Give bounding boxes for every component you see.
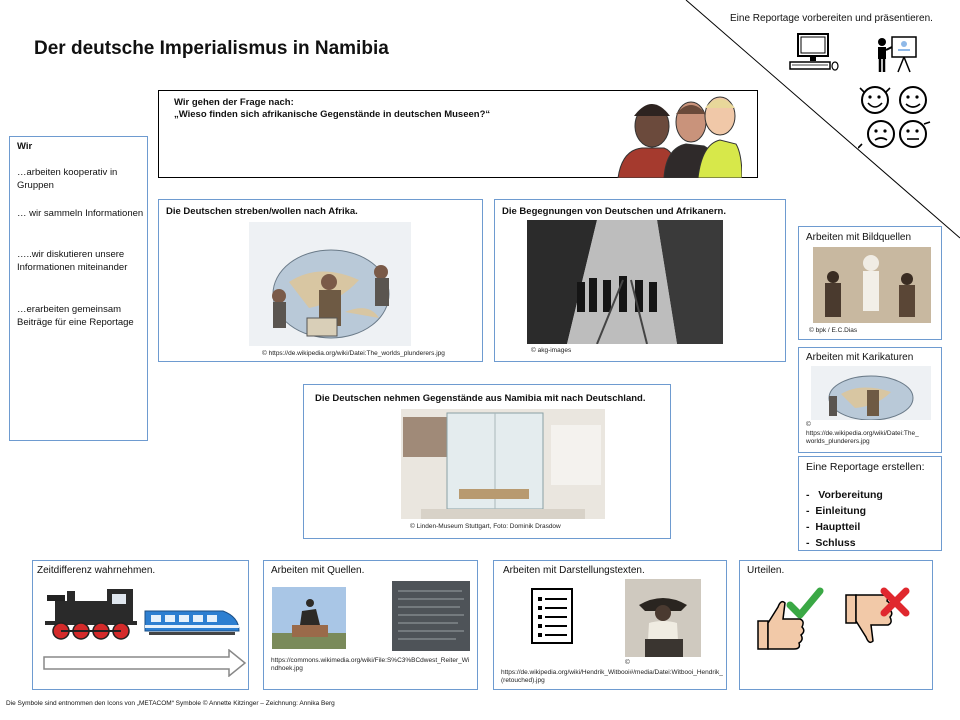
card-urteilen <box>739 560 933 690</box>
question-intro: Wir gehen der Frage nach: <box>174 97 294 108</box>
children-illustration <box>612 88 742 178</box>
reportage-step: - Hauptteil <box>806 521 861 533</box>
museum-vitrine-photo <box>401 409 605 519</box>
wir-item: … wir sammeln Informationen <box>17 208 144 219</box>
thumbs-down-cross-icon <box>842 587 912 657</box>
image-credit: © akg-images <box>531 347 572 354</box>
image-credit: © bpk / E.C.Dias <box>809 327 858 334</box>
card-quellen <box>263 560 478 690</box>
page-title: Der deutsche Imperialismus in Namibia <box>34 38 389 59</box>
footer-credit: Die Symbole sind entnommen den Icons von „METACOM“ Symbole © Annette Kitzinger – Zeichnung: Annika Berg <box>6 700 335 707</box>
thumbs-up-check-icon <box>754 587 824 657</box>
card-title: Arbeiten mit Quellen. <box>271 565 365 576</box>
plunderers-cartoon-image <box>249 222 411 346</box>
steam-locomotive-icon <box>45 587 141 641</box>
image-credit-symbol: © <box>625 659 630 666</box>
wir-box <box>9 136 148 441</box>
timeline-arrow-icon <box>43 649 247 677</box>
text-document-icon <box>530 587 576 647</box>
card-streben <box>158 199 483 362</box>
document-source-image <box>392 581 470 651</box>
image-credit: https://de.wikipedia.org/wiki/Hendrik_Witbooi#/media/Datei:Witbooi_Hendrik_(retouched).jpg <box>501 669 723 684</box>
side-karikaturen <box>798 347 942 453</box>
reiter-monument-photo <box>272 587 346 649</box>
modern-train-icon <box>143 607 241 637</box>
image-credit: © Linden-Museum Stuttgart, Foto: Dominik Drasdow <box>410 523 561 530</box>
presenter-icon <box>872 34 922 74</box>
card-title: Die Deutschen nehmen Gegenstände aus Namibia mit nach Deutschland. <box>315 393 646 404</box>
card-title: Zeitdifferenz wahrnehmen. <box>37 565 156 576</box>
wir-item: …erarbeiten gemeinsam Beiträge für eine Reportage <box>17 304 134 328</box>
reportage-step: - Vorbereitung <box>806 489 883 501</box>
card-title: Die Deutschen streben/wollen nach Afrika. <box>166 206 358 217</box>
side-reportage <box>798 456 942 551</box>
side-bildquellen <box>798 226 942 340</box>
image-credit-symbol: © <box>806 421 811 428</box>
reportage-step: - Schluss <box>806 537 856 549</box>
side-title: Arbeiten mit Bildquellen <box>806 232 912 243</box>
side-title: Eine Reportage erstellen: <box>806 461 925 473</box>
card-title: Urteilen. <box>747 565 785 576</box>
wir-heading: Wir <box>17 141 33 152</box>
discussion-faces-icon <box>858 82 938 152</box>
corner-task-text: Eine Reportage vorbereiten und präsentieren. <box>730 13 933 24</box>
card-begegnungen <box>494 199 786 362</box>
image-credit: © https://de.wikipedia.org/wiki/Datei:The_worlds_plunderers.jpg <box>262 350 445 357</box>
question-text: „Wieso finden sich afrikanische Gegenstände in deutschen Museen?“ <box>174 109 491 120</box>
card-title: Arbeiten mit Darstellungstexten. <box>503 565 645 576</box>
image-credit: worlds_plunderers.jpg <box>806 438 870 445</box>
image-credit: https://commons.wikimedia.org/wiki/File:S%C3%BCdwest_Reiter_Windhoek.jpg <box>271 657 470 672</box>
wir-item: …..wir diskutieren unsere Informationen miteinander <box>17 249 128 273</box>
computer-icon <box>788 32 840 74</box>
colonial-photo <box>813 247 931 323</box>
image-credit: https://de.wikipedia.org/wiki/Datei:The_ <box>806 430 919 437</box>
plunderers-cartoon-thumb <box>811 366 931 420</box>
witbooi-portrait-photo <box>625 579 701 657</box>
card-title: Die Begegnungen von Deutschen und Afrikanern. <box>502 206 726 217</box>
card-zeitdifferenz <box>32 560 249 690</box>
side-title: Arbeiten mit Karikaturen <box>806 352 914 363</box>
reportage-step: - Einleitung <box>806 505 867 517</box>
wir-item: …arbeiten kooperativ in Gruppen <box>17 167 118 191</box>
card-darstellung <box>493 560 727 690</box>
card-gegenstaende <box>303 384 671 539</box>
railway-workers-photo <box>527 220 723 344</box>
